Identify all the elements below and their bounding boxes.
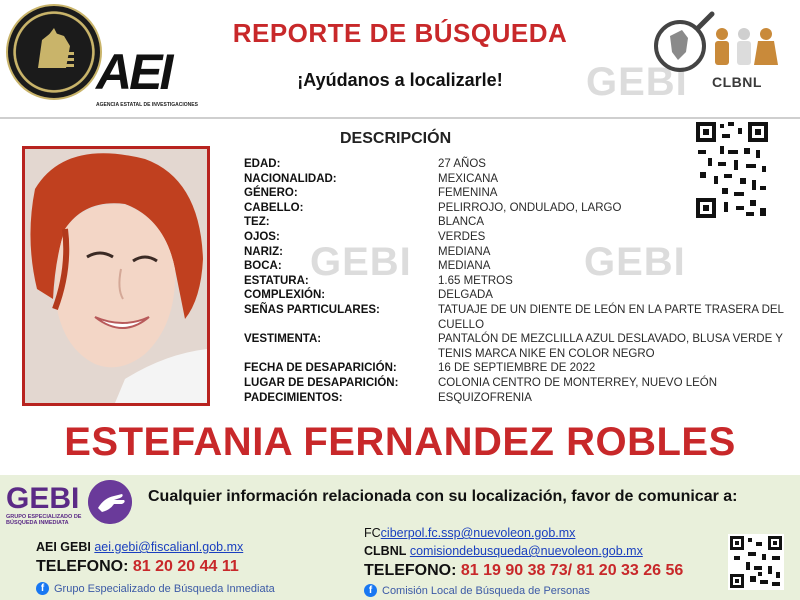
clbnl-logo-text: CLBNL xyxy=(712,74,762,90)
fc-contact xyxy=(364,526,575,540)
clbnl-phone-label: TELEFONO: xyxy=(364,562,457,579)
qr-code-icon xyxy=(728,534,784,590)
field-value: MEDIANA xyxy=(438,260,491,273)
field-value: COLONIA CENTRO DE MONTERREY, NUEVO LEÓN xyxy=(438,376,718,389)
field-genero xyxy=(244,186,794,201)
aei-gebi-contact xyxy=(36,540,243,554)
field-value: DELGADA xyxy=(438,289,493,302)
field-value: ESQUIZOFRENIA xyxy=(438,391,532,404)
aei-gebi-label: AEI GEBI xyxy=(36,540,91,554)
gebi-facebook[interactable] xyxy=(36,582,275,595)
field-value: 27 AÑOS xyxy=(438,158,486,170)
page-subtitle: ¡Ayúdanos a localizarle! xyxy=(297,70,503,90)
field-value: BLANCA xyxy=(438,216,485,229)
field-vestimenta xyxy=(244,332,794,361)
missing-person-photo xyxy=(22,146,210,406)
map-magnifier-people-icon xyxy=(652,8,784,78)
field-value: FEMENINA xyxy=(438,187,498,200)
description-heading: DESCRIPCIÓN xyxy=(340,130,452,147)
field-label: COMPLEXIÓN: xyxy=(244,289,326,302)
field-fecha-desaparicion xyxy=(244,361,794,376)
field-label: CABELLO: xyxy=(244,201,304,214)
field-complexion xyxy=(244,288,794,303)
gebi-watermark: GEBI xyxy=(586,60,688,104)
fiscalia-seal-icon xyxy=(8,6,100,98)
field-cabello xyxy=(244,201,794,216)
page-title: REPORTE DE BÚSQUEDA xyxy=(232,18,568,48)
aei-phone-number[interactable]: 81 20 20 44 11 xyxy=(132,558,239,575)
field-label: VESTIMENTA: xyxy=(244,333,322,346)
clbnl-contact xyxy=(364,544,643,558)
field-label: EDAD: xyxy=(244,158,281,170)
missing-person-name: ESTEFANIA FERNANDEZ ROBLES xyxy=(64,420,736,464)
field-tez xyxy=(244,215,794,230)
header-divider xyxy=(0,117,800,119)
clbnl-phone-number[interactable]: 81 19 90 38 73/ 81 20 33 26 56 xyxy=(460,562,684,579)
facebook-icon: f xyxy=(36,582,49,595)
clbnl-facebook[interactable] xyxy=(364,584,590,597)
clbnl-email-link[interactable]: comisiondebusqueda@nuevoleon.gob.mx xyxy=(409,544,643,558)
field-senas-particulares xyxy=(244,303,794,332)
field-label: ESTATURA: xyxy=(244,274,309,287)
field-nacionalidad xyxy=(244,172,794,187)
field-label: OJOS: xyxy=(244,230,280,243)
field-value: 16 DE SEPTIEMBRE DE 2022 xyxy=(438,362,596,375)
field-value: MEDIANA xyxy=(438,245,491,258)
aei-logo-subtitle: AGENCIA ESTATAL DE INVESTIGACIONES xyxy=(96,102,198,108)
contact-call-to-action: Cualquier información relacionada con su localización, favor de comunicar a: xyxy=(148,488,738,505)
field-padecimientos xyxy=(244,391,794,406)
field-label: NACIONALIDAD: xyxy=(244,172,337,185)
facebook-icon: f xyxy=(364,584,377,597)
fc-email-link[interactable]: ciberpol.fc.ssp@nuevoleon.gob.mx xyxy=(380,526,576,540)
field-label: LUGAR DE DESAPARICIÓN: xyxy=(244,376,399,389)
field-label: TEZ: xyxy=(244,216,270,229)
gebi-logo-subtitle: GRUPO ESPECIALIZADO DE BÚSQUEDA INMEDIATA xyxy=(6,514,82,526)
fiscalia-seal-logo xyxy=(6,4,102,100)
field-label: FECHA DE DESAPARICIÓN: xyxy=(244,362,397,375)
gebi-facebook-name: Grupo Especializado de Búsqueda Inmediata xyxy=(54,582,275,595)
aei-phone-label: TELEFONO: xyxy=(36,558,129,575)
field-edad xyxy=(244,157,794,172)
clbnl-label: CLBNL xyxy=(364,544,407,558)
clbnl-facebook-name: Comisión Local de Búsqueda de Personas xyxy=(382,584,590,597)
field-value: MEXICANA xyxy=(438,172,499,185)
field-value: VERDES xyxy=(438,230,486,243)
field-value: TATUAJE DE UN DIENTE DE LEÓN EN LA PARTE TRASERA DEL CUELLO xyxy=(438,303,784,331)
hand-icon xyxy=(88,480,132,524)
gebi-logo: GEBI xyxy=(6,482,80,515)
field-lugar-desaparicion xyxy=(244,376,794,391)
field-label: GÉNERO: xyxy=(244,187,298,200)
clbnl-phone xyxy=(364,562,683,580)
field-value: 1.65 METROS xyxy=(438,274,513,287)
fc-label: FC xyxy=(364,526,381,540)
aei-phone xyxy=(36,558,239,576)
field-value: PANTALÓN DE MEZCLILLA AZUL DESLAVADO, BLUSA VERDE Y TENIS MARCA NIKE EN COLOR NEGRO xyxy=(438,333,783,360)
aei-logo: AEI xyxy=(96,44,171,100)
gebi-watermark: GEBI xyxy=(584,240,686,284)
aei-gebi-email-link[interactable]: aei.gebi@fiscalianl.gob.mx xyxy=(94,540,244,554)
field-label: SEÑAS PARTICULARES: xyxy=(244,303,380,316)
field-label: PADECIMIENTOS: xyxy=(244,391,343,404)
gebi-watermark: GEBI xyxy=(310,240,412,284)
field-value: PELIRROJO, ONDULADO, LARGO xyxy=(438,201,622,214)
field-label: NARIZ: xyxy=(244,245,283,258)
field-label: BOCA: xyxy=(244,260,282,273)
